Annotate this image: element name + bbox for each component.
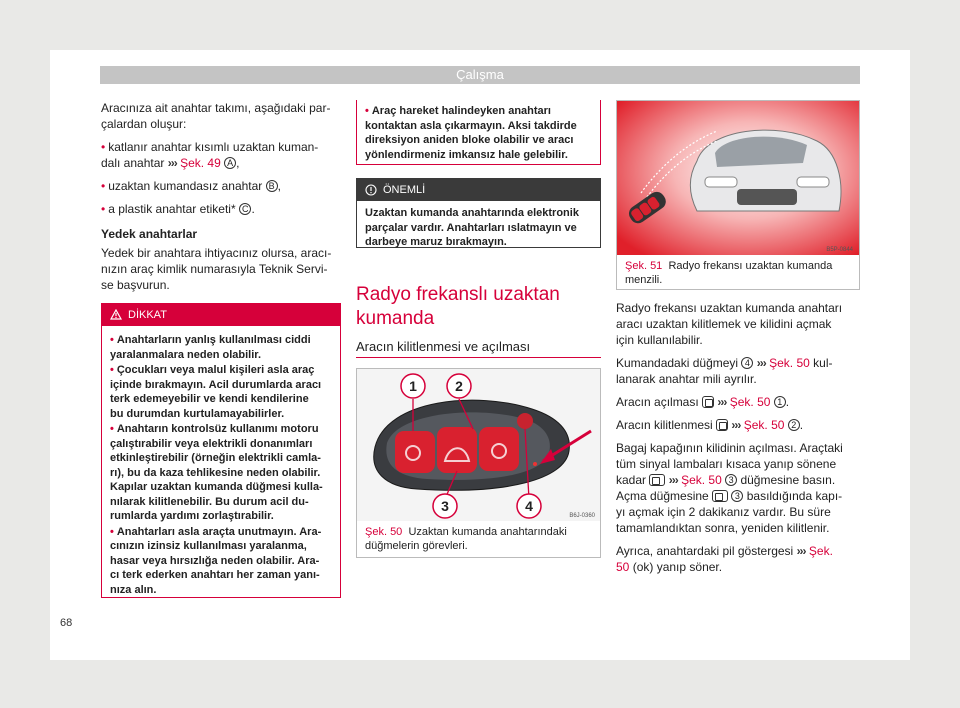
letter-badge-a: A	[224, 157, 236, 169]
chapter-title: Çalışma	[456, 67, 504, 82]
chapter-header	[100, 66, 860, 84]
warning-line: • Araç hareket halindeyken anahtarı	[365, 105, 551, 117]
bullet-3-text: a plastik anahtar etiketi*	[108, 202, 236, 216]
notice-line: parçalar vardır. Anahtarları ıslatmayın ve	[365, 221, 577, 234]
warning-line: Kapılar uzaktan kumanda düğmesi kulla-	[110, 481, 323, 493]
warning-line: cı terk ederken anahtarı her zaman yanı-	[110, 569, 320, 581]
warning-continued-body	[357, 100, 600, 162]
warning-line: • Anahtarın kontrolsüz kullanımı motoru	[110, 423, 319, 435]
para-4-text: Aracın kilitlenmesi	[616, 418, 713, 432]
warning-line: nılarak kilitlenebilir. Bu durum acil du-	[110, 495, 309, 508]
caption-text: Uzaktan kumanda anahtarındaki	[408, 526, 567, 538]
notice-line: darbeye maruz bırakmayın.	[365, 236, 507, 248]
warning-box	[101, 303, 341, 598]
figure-51	[616, 100, 860, 290]
figure-ref-link[interactable]: Şek.	[808, 544, 833, 558]
subsection-heading	[356, 340, 601, 358]
warning-header	[102, 304, 340, 326]
caption-text: Radyo frekansı uzaktan kumanda	[668, 260, 833, 272]
trunk-button-shape	[437, 427, 477, 473]
battery-led	[533, 462, 537, 466]
warning-line: bu durumdan kurtulamayabilirler.	[110, 407, 285, 420]
warning-line: etkinleştirebilir (örneğin elektrikli camla-	[110, 452, 321, 464]
warning-text: Çocukları veya malul kişileri asla araç	[116, 364, 315, 376]
spare-line-1: Yedek bir anahtara ihtiyacınız olursa, aracı-	[101, 246, 332, 260]
warning-line: nıza alın.	[110, 583, 157, 596]
figure-51-caption	[617, 255, 859, 291]
warning-continued-box	[356, 100, 601, 165]
column-1	[101, 100, 341, 293]
para-5-line-4	[616, 488, 860, 504]
warning-line: terk edemeyebilir ve kendi kendilerine	[110, 393, 309, 405]
spare-line-2: nızın araç kimlik numarasıyla Teknik Servi-	[101, 262, 328, 276]
notice-box	[356, 178, 601, 248]
number-badge-3: 3	[731, 490, 743, 502]
para-5-line-6: tamamlandıktan sonra, yeniden kilitlenir.	[616, 521, 830, 535]
para-3: Aracın açılması ››› Şek. 50 1 .	[616, 395, 790, 409]
bullet-1-cont: dalı anahtar ››› Şek. 49 A ,	[101, 156, 240, 170]
para-5-text: Açma düğmesine	[616, 489, 709, 503]
release-button-shape	[517, 413, 533, 429]
intro-line-2: çalardan oluşur:	[101, 117, 187, 131]
para-1-line-3: için kullanılabilir.	[616, 333, 703, 347]
para-5-line-1: Bagaj kapağının kilidinin açılması. Araçtaki	[616, 441, 843, 455]
para-6-text: Ayrıca, anahtardaki pil göstergesi	[616, 544, 794, 558]
warning-line: • Çocukları veya malul kişileri asla araç	[110, 364, 315, 376]
unlock-key-icon	[702, 396, 714, 408]
callout-3-label: 3	[441, 498, 449, 514]
section-heading-line-2: kumanda	[356, 308, 435, 329]
figure-label: Şek. 50	[365, 526, 403, 538]
para-6-text-end: (ok) yanıp söner.	[632, 560, 723, 574]
para-2: Kumandadaki düğmeyi 4 ››› Şek. 50 kul-	[616, 356, 833, 370]
trunk-key-icon	[712, 490, 728, 502]
warning-line: yönlendirmeniz imkansız hale gelebilir.	[365, 148, 568, 161]
trunk-key-icon	[649, 474, 665, 486]
subsection-title: Aracın kilitlenmesi ve açılması	[356, 339, 531, 354]
para-5-line-3: kadar ››› Şek. 50 3 düğmesine basın.	[616, 473, 836, 487]
callout-1-label: 1	[409, 378, 417, 394]
notice-title: ÖNEMLİ	[383, 184, 426, 196]
number-badge-2: 2	[788, 419, 800, 431]
bullet-2: • uzaktan kumandasız anahtar B ,	[101, 179, 282, 193]
para-1-line-2: aracı uzaktan kilitlemek ve kilidini açmak	[616, 317, 832, 331]
bullet-3: • a plastik anahtar etiketi* C .	[101, 202, 255, 216]
lock-button-shape	[479, 427, 519, 471]
car-grille	[737, 189, 797, 205]
key-fob-illustration	[357, 369, 600, 521]
figure-51-code: B5P-0844	[826, 247, 853, 253]
number-badge-1: 1	[774, 396, 786, 408]
number-badge-4: 4	[741, 357, 753, 369]
para-6: Ayrıca, anahtardaki pil göstergesi ››› Şek.	[616, 544, 833, 558]
para-5-line-2: tüm sinyal lambaları kısaca yanıp sönene	[616, 457, 837, 471]
intro-line-1: Aracınıza ait anahtar takımı, aşağıdaki par-	[101, 101, 331, 115]
warning-title: DİKKAT	[128, 309, 167, 321]
warning-line: direksiyon aniden bloke olabilir ve aracı	[365, 134, 574, 146]
warning-line: • Anahtarların yanlış kullanılması ciddi	[110, 334, 311, 346]
para-5-text-end: basıldığında kapı-	[746, 489, 843, 503]
car-headlight	[705, 177, 737, 187]
figure-ref-number[interactable]: 50	[616, 560, 630, 574]
figure-label: Şek. 51	[625, 260, 663, 272]
lock-key-icon	[716, 419, 728, 431]
page-number: 68	[60, 617, 73, 629]
figure-50-code: B6J-0360	[569, 513, 595, 519]
callout-2-label: 2	[455, 378, 463, 394]
section-heading-line-1: Radyo frekanslı uzaktan	[356, 284, 560, 305]
para-5-text-end: düğmesine basın.	[740, 473, 836, 487]
warning-text: Anahtarları asla araçta unutmayın. Ara-	[116, 525, 322, 538]
figure-ref-link[interactable]: Şek. 50	[681, 473, 722, 487]
warning-text: Araç hareket halindeyken anahtarı	[371, 105, 551, 117]
para-1-line-1: Radyo frekansı uzaktan kumanda anahtarı	[616, 301, 843, 315]
para-2-text-end: kul-	[813, 356, 833, 370]
bullet-1-text: katlanır anahtar kısımlı uzaktan kuman-	[108, 140, 319, 154]
warning-line: • Anahtarları asla araçta unutmayın. Ara-	[110, 525, 322, 538]
warning-line: rı), bu da kaza tehlikesine neden olabilir.	[110, 466, 321, 479]
figure-ref-link[interactable]: Şek. 50	[769, 356, 810, 370]
para-5-text: kadar	[616, 473, 647, 487]
para-6-line-2	[616, 559, 860, 575]
bullet-1-text-2: dalı anahtar	[101, 156, 165, 170]
figure-50	[356, 368, 601, 558]
caption-line-2: düğmelerin görevleri.	[365, 540, 468, 552]
para-5-line-5: yı açmak için 2 dakikanız vardır. Bu süre	[616, 505, 831, 519]
warning-body	[102, 326, 340, 597]
bullet-1: • katlanır anahtar kısımlı uzaktan kuman-	[101, 140, 319, 154]
warning-text: Anahtarların yanlış kullanılması ciddi	[116, 334, 311, 346]
spare-keys-heading: Yedek anahtarlar	[101, 227, 198, 241]
number-badge-3: 3	[725, 474, 737, 486]
notice-line: Uzaktan kumanda anahtarında elektronik	[365, 207, 579, 219]
figure-ref-link[interactable]: Şek. 50	[729, 395, 771, 409]
para-2-line-2: lanarak anahtar mili ayrılır.	[616, 372, 757, 386]
warning-line: hasar veya hırsızlığa neden olabilir. Ara-	[110, 554, 320, 567]
car-range-illustration	[617, 101, 859, 255]
bullet-2-text: uzaktan kumandasız anahtar	[108, 179, 263, 193]
letter-badge-c: C	[239, 203, 252, 215]
column-3	[616, 300, 860, 575]
warning-line: çalıştırabilir veya elektrikli donanımları	[110, 437, 313, 450]
notice-header	[357, 179, 600, 201]
info-circle-icon	[365, 184, 377, 196]
para-4: Aracın kilitlenmesi ››› Şek. 50 2 .	[616, 418, 804, 432]
warning-line: içinde bırakmayın. Acil durumlarda aracı	[110, 378, 322, 391]
spare-line-3: se başvurun.	[101, 278, 170, 292]
caption-line-2: menzili.	[625, 274, 663, 286]
unlock-button-shape	[395, 431, 435, 473]
callout-4-label: 4	[525, 498, 533, 514]
warning-line: cınızın izinsiz kullanılması yaralanma,	[110, 540, 307, 552]
warning-triangle-icon	[110, 309, 122, 320]
warning-line: yaralanmalara neden olabilir.	[110, 348, 262, 361]
figure-ref-link[interactable]: Şek. 50	[743, 418, 785, 432]
para-3-text: Aracın açılması	[616, 395, 699, 409]
warning-line: kontaktan asla çıkarmayın. Aksi takdirde	[365, 119, 577, 132]
para-2-text: Kumandadaki düğmeyi	[616, 356, 739, 370]
figure-50-caption	[357, 521, 600, 557]
warning-text: Anahtarın kontrolsüz kullanımı motoru	[116, 423, 319, 435]
section-heading	[356, 283, 601, 331]
letter-badge-b: B	[266, 180, 278, 192]
notice-body	[357, 201, 600, 250]
caption-line-1	[365, 525, 592, 539]
caption-line-1	[625, 259, 851, 273]
figure-ref-link[interactable]: Şek. 49	[180, 156, 221, 170]
car-headlight	[797, 177, 829, 187]
warning-line: rumlarda yardımı zorlaştırabilir.	[110, 510, 274, 522]
